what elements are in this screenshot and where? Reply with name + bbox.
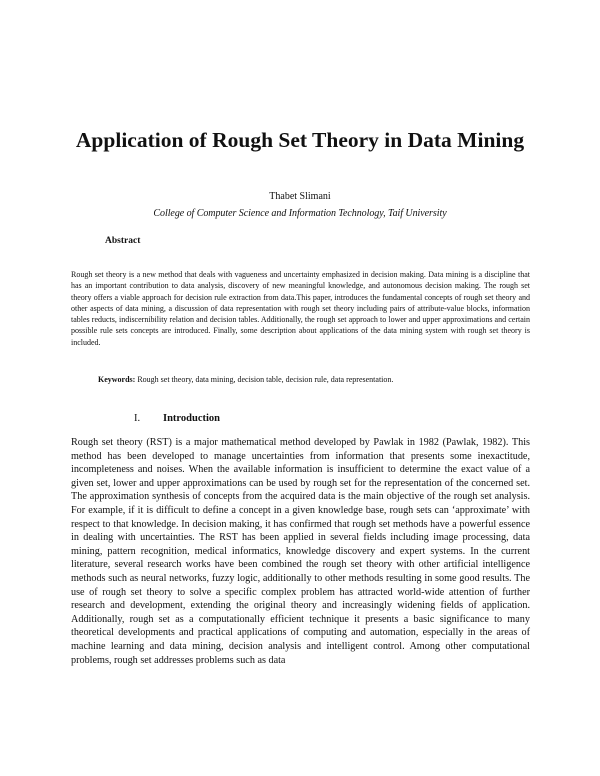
- keywords-label: Keywords:: [98, 375, 136, 384]
- abstract-text: Rough set theory is a new method that deals with vagueness and uncertainty emphasized in decision making. Data mining is a discipline that has an important contribution to data analysis, discovery of new meaningful knowledge, and autonomous decision making. The rough set theory offers a viable approach for decision rule extraction from data.This paper, introduces the fundamental concepts of rough set theory and other aspects of data mining, a discussion of data representation with rough set theory including pairs of attribute-value blocks, information tables reducts, indiscernibility relation and decision tables. Additionally, the rough set approach to lower and upper approximations and certain possible rule sets concepts are introduced. Finally, some description about applications of the data mining system with rough set theory is included.: [71, 270, 530, 347]
- keywords-text: Rough set theory, data mining, decision table, decision rule, data representation.: [135, 375, 394, 384]
- section-title: Introduction: [163, 413, 220, 424]
- paper-title: Application of Rough Set Theory in Data Mining: [75, 128, 525, 152]
- section-heading-introduction: [134, 412, 220, 425]
- introduction-paragraph: Rough set theory (RST) is a major mathematical method developed by Pawlak in 1982 (Pawlak, 1982). This method has been developed to manage uncertainties from information that presents some inexactitude, incompleteness and noises. When the available information is insufficient to determine the exact value of a given set, lower and upper approximations can be used by rough set for the representation of the concerned set. The approximation synthesis of concepts from the acquired data is the main objective of the rough set analysis. For example, if it is difficult to define a concept in a given knowledge base, rough sets can ‘approximate’ with respect to that knowledge. In decision making, it has confirmed that rough set methods have a powerful essence in dealing with uncertainties. The RST has been applied in several fields including image processing, data mining, pattern recognition, medical informatics, knowledge discovery and expert systems. In the current literature, several research works have been combined the rough set theory with other artificial intelligence methods such as neural networks, fuzzy logic, additionally to other methods resulting in some good results. The use of rough set theory to solve a specific complex problem has attracted world-wide attention of further research and development, extending the original theory and increasingly widening fields of application. Additionally, rough set as a computationally efficient technique it presents a basic significance to many theoretical developments and practical applications of computing and automation, especially in the areas of machine learning and data mining, decision analysis and intelligent control. Among other computational problems, rough set addresses problems such as data: [71, 437, 530, 666]
- author-name: Thabet Slimani: [269, 191, 331, 202]
- keywords-line: [98, 374, 538, 385]
- author-affiliation: College of Computer Science and Information Technology, Taif University: [153, 208, 447, 219]
- abstract-heading: Abstract: [105, 236, 141, 246]
- section-number: I.: [134, 413, 141, 424]
